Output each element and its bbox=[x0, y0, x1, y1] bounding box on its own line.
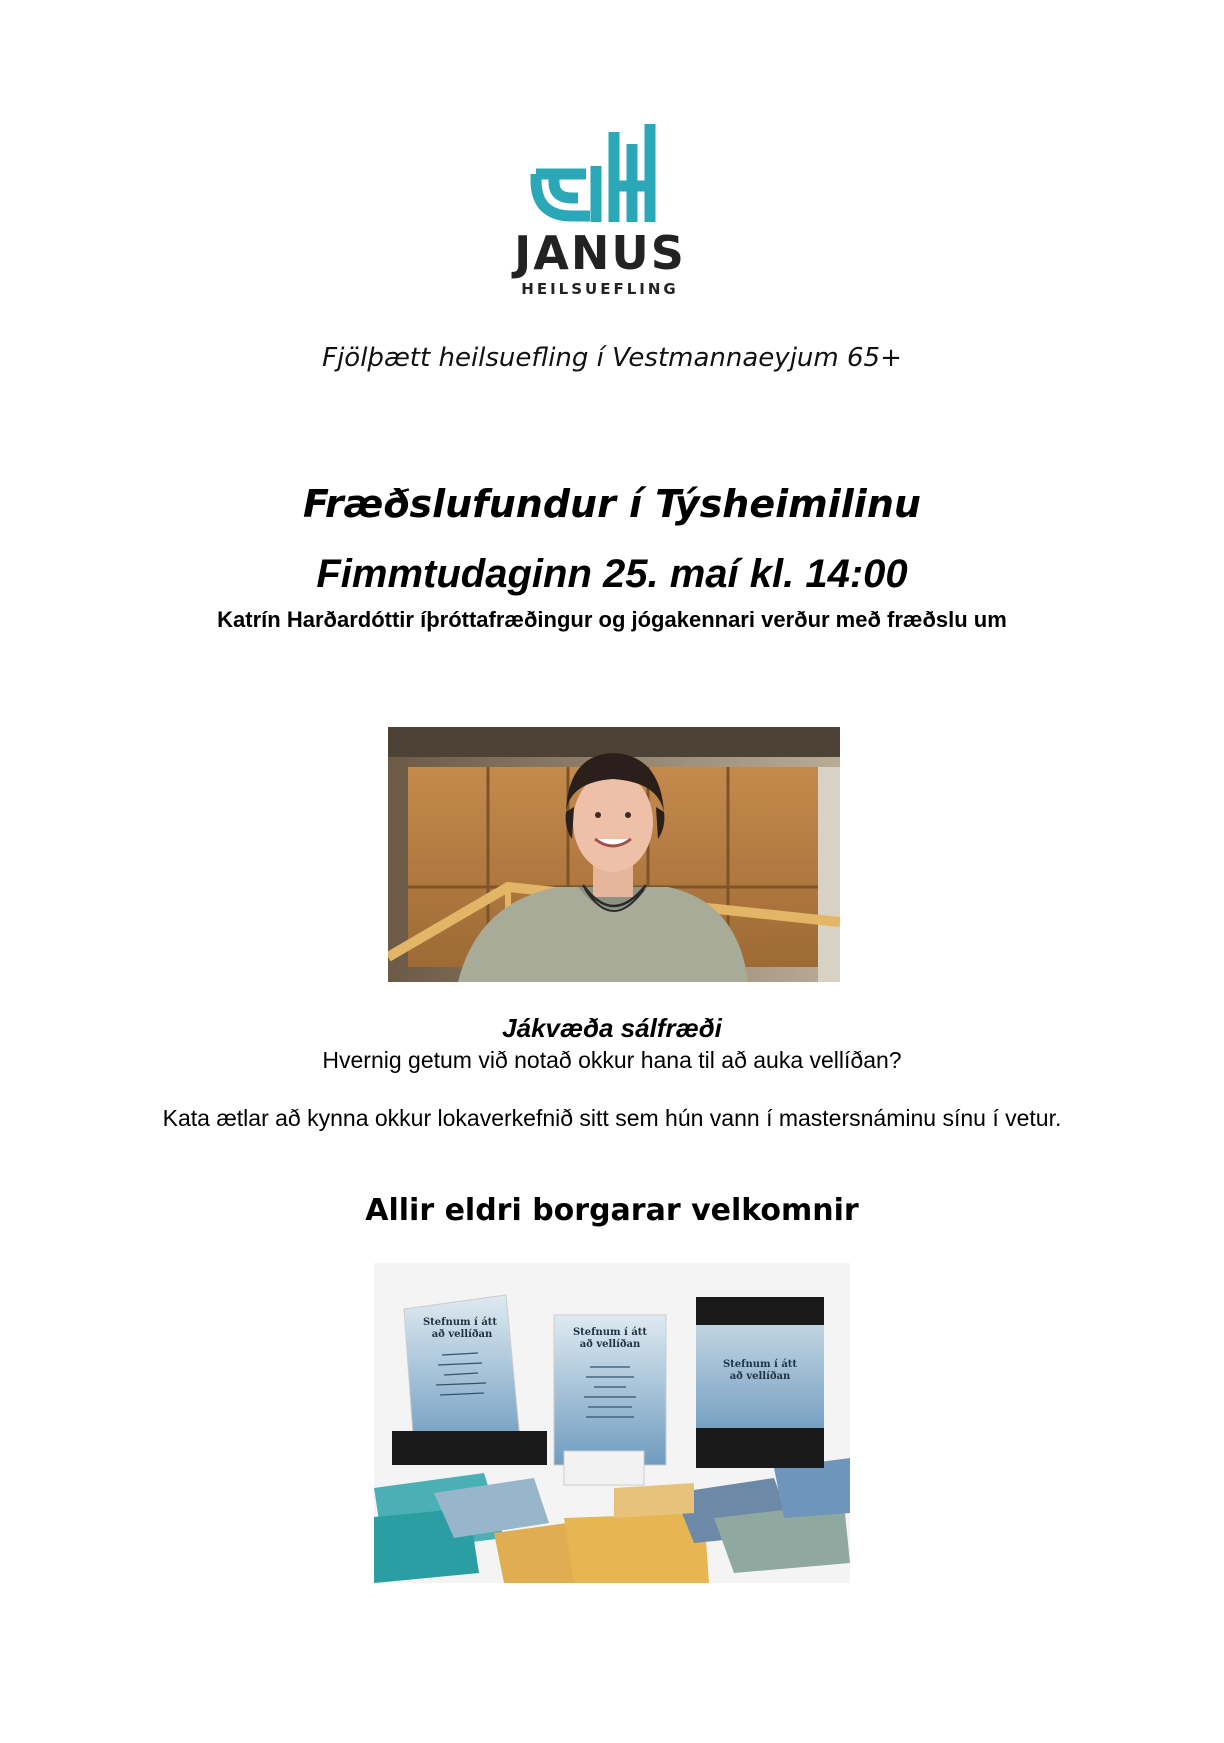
product-photo bbox=[374, 1263, 850, 1583]
box-title-1: Stefnum í átt bbox=[722, 1359, 798, 1370]
card-deck-image bbox=[374, 1263, 850, 1583]
welcome-message: Allir eldri borgarar velkomnir bbox=[365, 1193, 859, 1228]
janus-logo-mark-icon bbox=[530, 124, 670, 224]
logo-subtitle: HEILSUEFLING bbox=[521, 280, 679, 298]
speaker-intro: Katrín Harðardóttir íþróttafræðingur og jógakennari verður með fræðslu um bbox=[217, 607, 1007, 632]
left-card-title-2: að vellíðan bbox=[431, 1329, 493, 1340]
tagline: Fjölþætt heilsuefling í Vestmannaeyjum 65+ bbox=[322, 343, 902, 373]
event-title: Fræðslufundur í Týsheimilinu bbox=[303, 482, 921, 526]
janus-logo bbox=[420, 100, 780, 320]
middle-card-title-2: að vellíðan bbox=[579, 1339, 641, 1350]
speaker-photo-image bbox=[388, 727, 840, 982]
logo-name: JANUS bbox=[514, 226, 686, 280]
speaker-photo bbox=[388, 727, 840, 982]
topic-description: Kata ætlar að kynna okkur lokaverkefnið sitt sem hún vann í mastersnáminu sínu í vetur. bbox=[162, 1105, 1062, 1131]
topic-question: Hvernig getum við notað okkur hana til að auka vellíðan? bbox=[322, 1047, 902, 1073]
left-card-title-1: Stefnum í átt bbox=[422, 1317, 498, 1328]
middle-card-title-1: Stefnum í átt bbox=[572, 1327, 648, 1338]
event-date: Fimmtudaginn 25. maí kl. 14:00 bbox=[316, 552, 908, 596]
box-title-2: að vellíðan bbox=[729, 1371, 791, 1382]
topic-title: Jákvæða sálfræði bbox=[502, 1013, 722, 1043]
